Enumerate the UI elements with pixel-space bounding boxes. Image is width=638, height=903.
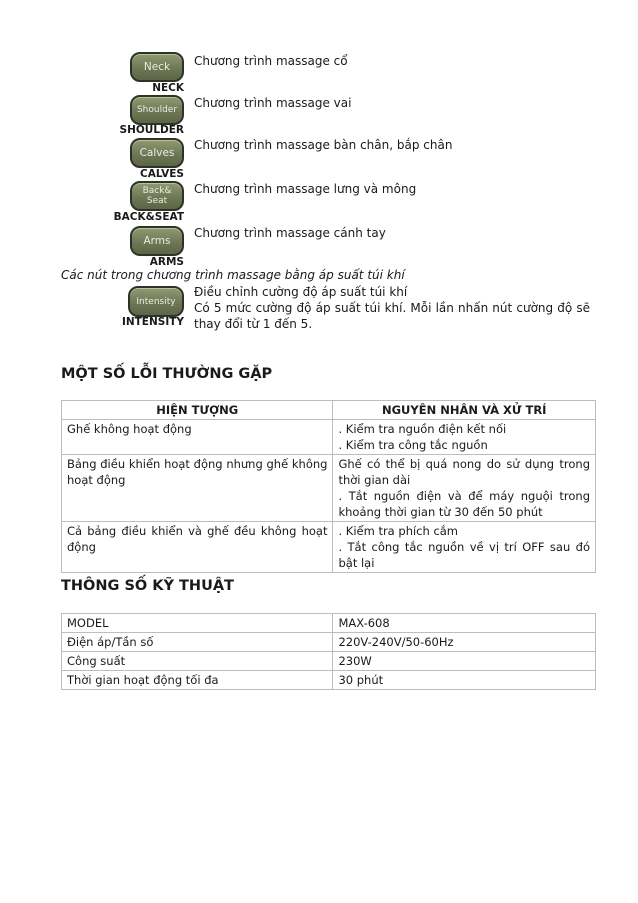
fault-causes — [333, 522, 596, 573]
fault-symptom: Bảng điều khiển hoạt động nhưng ghế không hoạt động — [62, 455, 333, 522]
calves-button-image: Calves — [130, 138, 184, 168]
table-row — [62, 652, 596, 671]
fault-cause: . Kiểm tra phích cắm — [338, 524, 459, 538]
intensity-line1: Điều chỉnh cường độ áp suất túi khí — [194, 285, 408, 299]
fault-cause: . Kiểm tra nguồn điện kết nối — [338, 422, 507, 436]
neck-caption: NECK — [152, 82, 184, 94]
faults-title: MỘT SỐ LỖI THƯỜNG GẶP — [61, 366, 273, 382]
table-row — [62, 522, 596, 573]
shoulder-description: Chương trình massage vai — [194, 96, 352, 110]
fault-cause: Ghế có thể bị quá nong do sử dụng trong thời gian dài — [338, 457, 590, 487]
fault-cause: . Tắt nguồn điện và để máy nguội trong khoảng thời gian từ 30 đến 50 phút — [338, 489, 590, 519]
faults-header-symptom: HIỆN TƯỢNG — [62, 401, 333, 420]
table-row — [62, 633, 596, 652]
fault-causes — [333, 420, 596, 455]
shoulder-caption: SHOULDER — [119, 124, 184, 136]
specs-title: THÔNG SỐ KỸ THUẬT — [61, 578, 234, 594]
arms-button-image: Arms — [130, 226, 184, 256]
table-row — [62, 455, 596, 522]
spec-value: 230W — [333, 652, 596, 671]
faults-header-cause: NGUYÊN NHÂN VÀ XỬ TRÍ — [333, 401, 596, 420]
fault-cause: . Kiểm tra công tắc nguồn — [338, 438, 488, 452]
table-row — [62, 614, 596, 633]
calves-description: Chương trình massage bàn chân, bắp chân — [194, 138, 453, 152]
faults-header-row — [62, 401, 596, 420]
arms-caption: ARMS — [149, 256, 184, 268]
spec-name: Điện áp/Tần số — [62, 633, 333, 652]
table-row — [62, 420, 596, 455]
table-row — [62, 671, 596, 690]
calves-caption: CALVES — [140, 168, 184, 180]
shoulder-button-image: Shoulder — [130, 95, 184, 125]
faults-table — [61, 400, 596, 573]
fault-symptom: Ghế không hoạt động — [62, 420, 333, 455]
back-seat-button-image: Back& Seat — [130, 181, 184, 211]
fault-cause: . Tắt công tắc nguồn về vị trí OFF sau đó bật lại — [338, 540, 590, 570]
arms-description: Chương trình massage cánh tay — [194, 226, 386, 240]
intensity-caption: INTENSITY — [121, 316, 184, 328]
spec-name: Công suất — [62, 652, 333, 671]
airbag-note: Các nút trong chương trình massage bằng áp suất túi khí — [61, 268, 405, 282]
spec-value: 220V-240V/50-60Hz — [333, 633, 596, 652]
intensity-button-image: Intensity — [128, 286, 184, 317]
back-seat-caption: BACK&SEAT — [113, 211, 184, 223]
spec-name: Thời gian hoạt động tối đa — [62, 671, 333, 690]
intensity-line2: Có 5 mức cường độ áp suất túi khí. Mỗi lần nhấn nút cường độ sẽ thay đổi từ 1 đến 5. — [194, 301, 590, 331]
fault-causes — [333, 455, 596, 522]
fault-symptom: Cả bảng điều khiển và ghế đều không hoạt động — [62, 522, 333, 573]
back-seat-description: Chương trình massage lưng và mông — [194, 182, 417, 196]
spec-value: 30 phút — [333, 671, 596, 690]
neck-description: Chương trình massage cổ — [194, 54, 348, 68]
spec-name: MODEL — [62, 614, 333, 633]
neck-button-image: Neck — [130, 52, 184, 82]
specs-table — [61, 613, 596, 690]
spec-value: MAX-608 — [333, 614, 596, 633]
